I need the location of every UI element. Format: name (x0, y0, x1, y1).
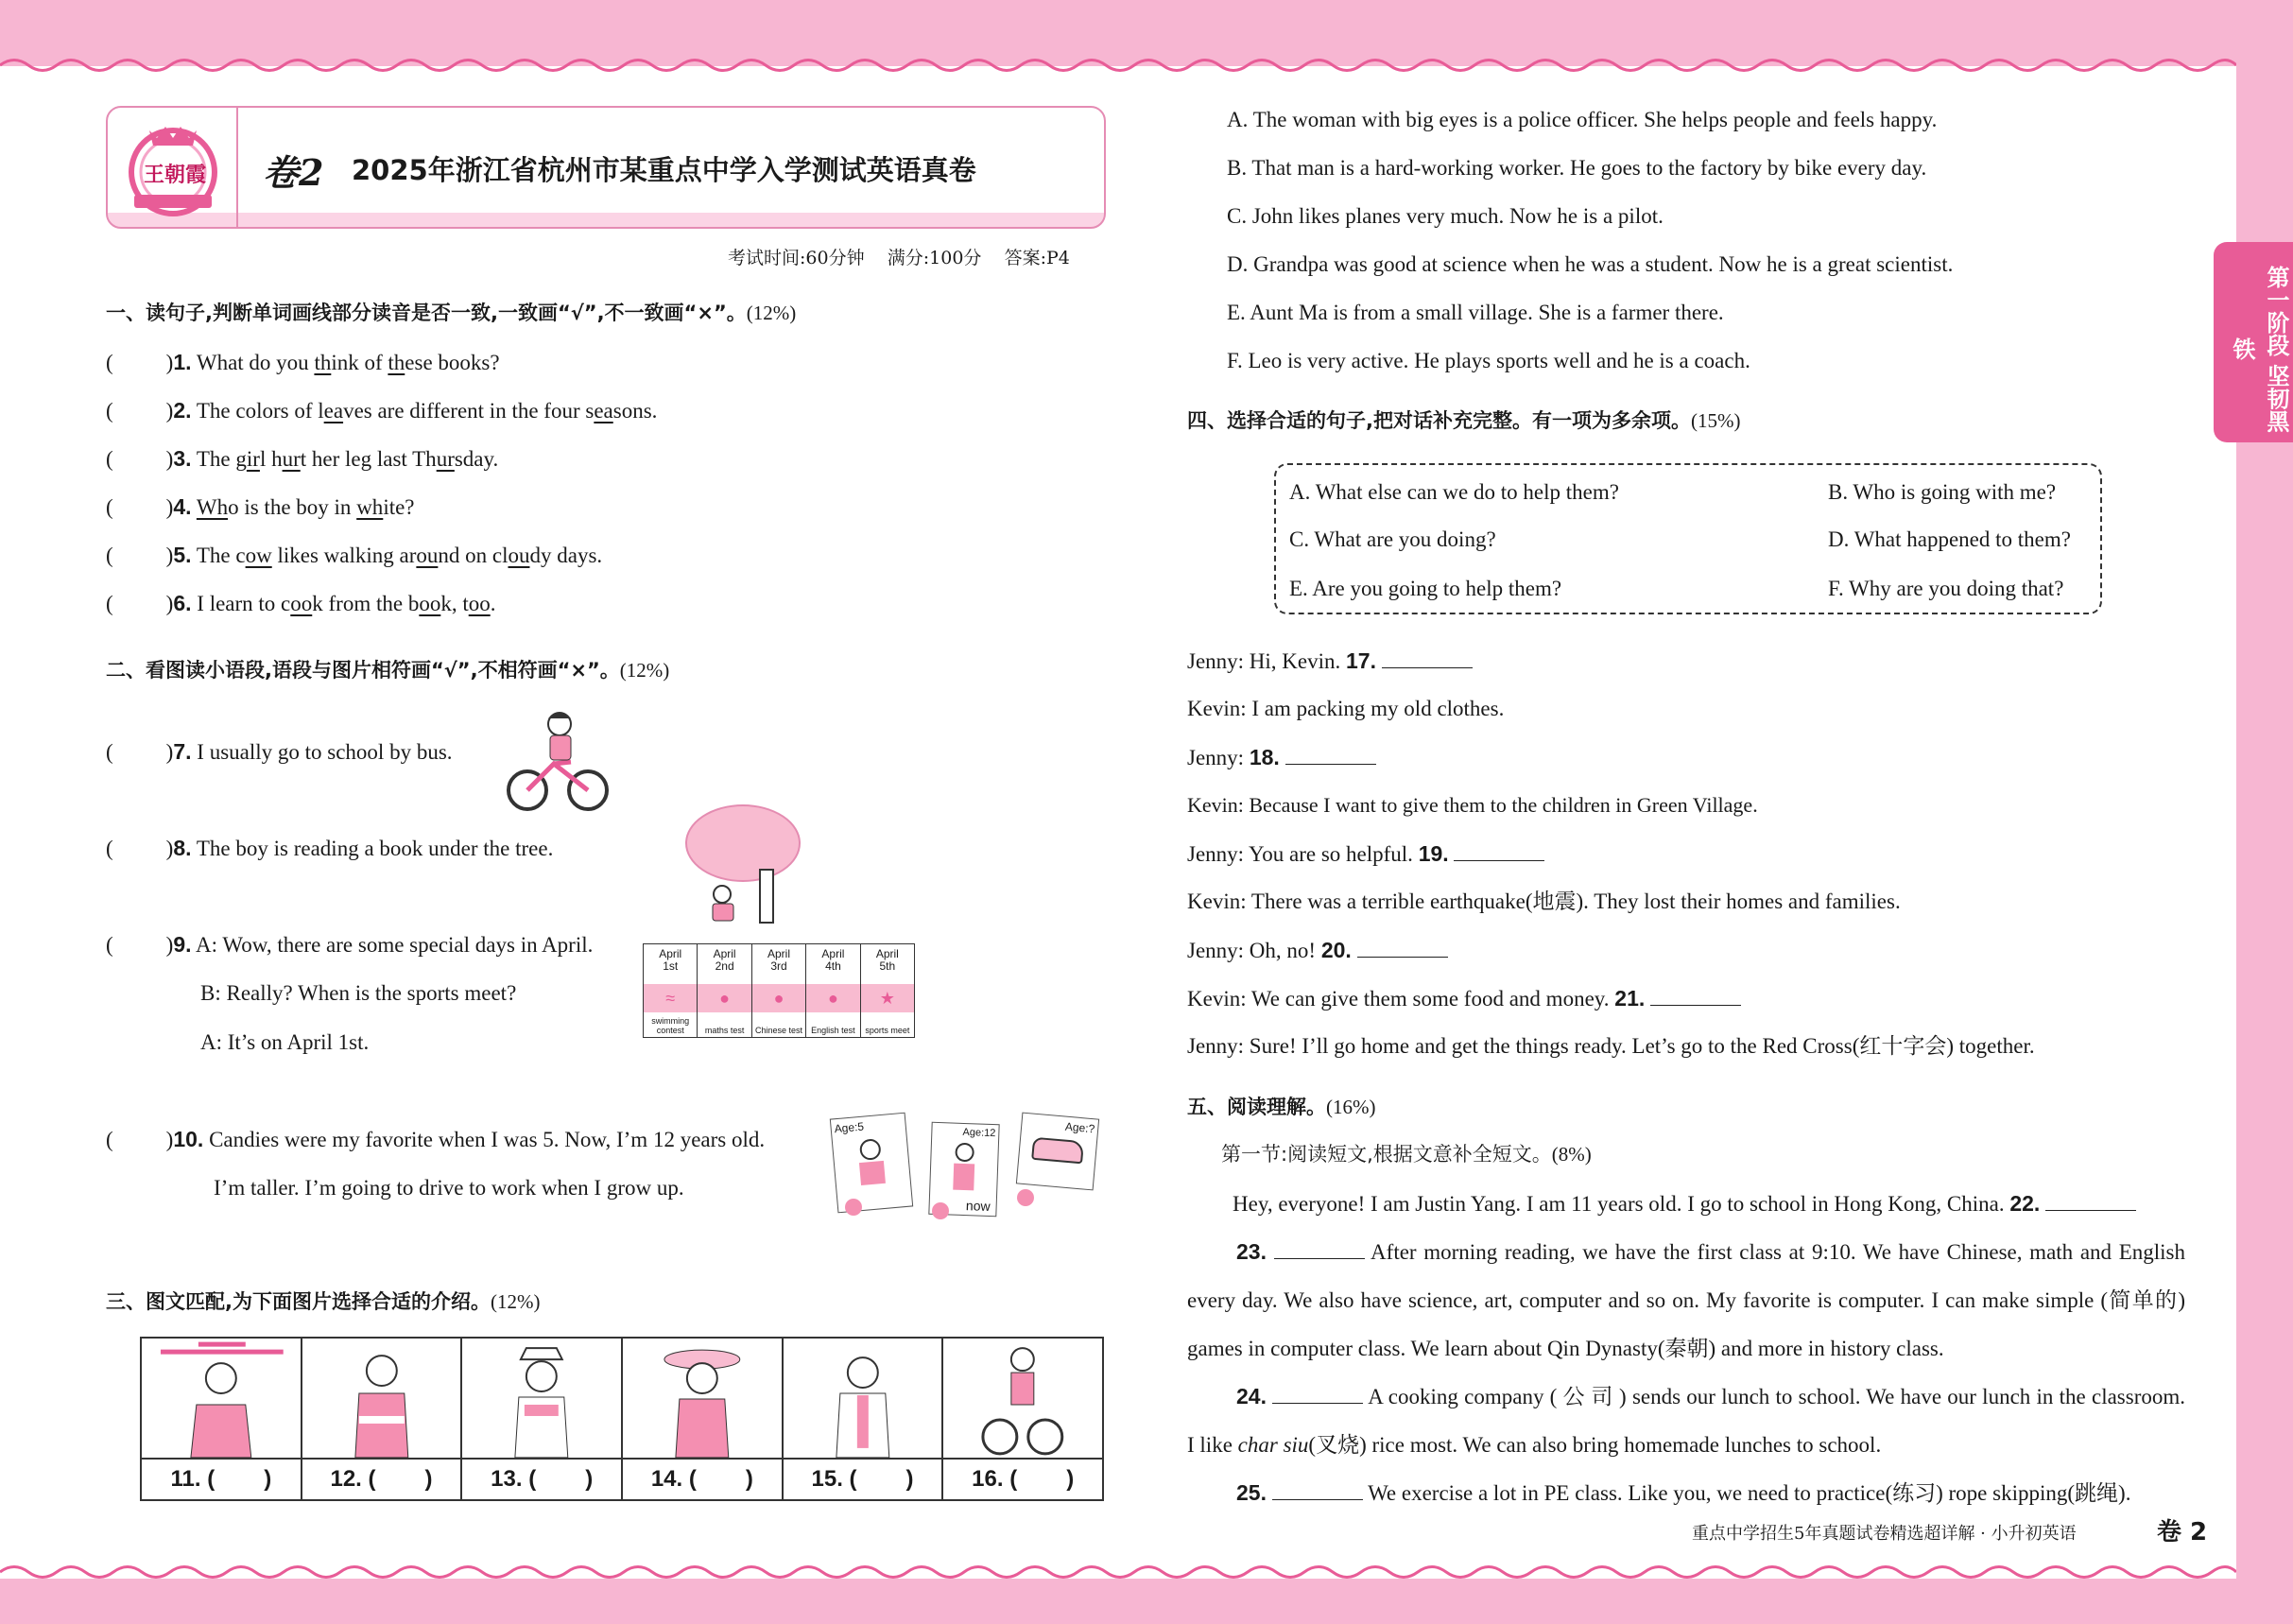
dialogue-option-e: E. Are you going to help them? (1289, 577, 1562, 600)
calendar-event: English test (811, 1026, 855, 1035)
section3-pct: (12%) (490, 1290, 541, 1313)
calendar-date: April 2nd (713, 947, 736, 973)
section5-title (1187, 1093, 1375, 1121)
meta-answer: 答案:P4 (1004, 248, 1070, 268)
section3-title (106, 1287, 540, 1316)
swim-icon: ≈ (644, 984, 697, 1012)
age5-label: Age:5 (834, 1119, 865, 1136)
answer-blank-17[interactable] (1382, 648, 1473, 668)
dialogue-text: Jenny: (1187, 746, 1250, 769)
dialogue-line-8 (1187, 984, 1741, 1013)
q9-line2: B: Really? When is the sports meet? (200, 981, 517, 1005)
answer-blank-20[interactable] (1357, 937, 1448, 958)
age-future-label: Age:? (1064, 1119, 1095, 1136)
sports-icon: ★ (861, 984, 914, 1012)
brand-logo (121, 117, 225, 221)
question-10: ( )10. Candies were my favorite when I was 5. Now, I’m 12 years old. (106, 1127, 766, 1151)
match-option-c: C. John likes planes very much. Now he is a pilot. (1227, 204, 1664, 228)
q9-line3: A: It’s on April 1st. (200, 1030, 370, 1054)
maths-icon: ● (698, 984, 750, 1012)
q8-num: 8. (173, 836, 192, 860)
bottom-wave-border (0, 1562, 2236, 1582)
calendar-day (806, 944, 860, 1037)
match-label-12-text: 12. ( (330, 1466, 376, 1492)
dialogue-line-4: Kevin: Because I want to give them to the children in Green Village. (1187, 793, 1758, 817)
match-option-b: B. That man is a hard-working worker. He goes to the factory by bike every day. (1227, 156, 1927, 180)
part1-pct: (8%) (1551, 1143, 1592, 1166)
dialogue-text: Jenny: Oh, no! (1187, 939, 1321, 962)
paper-number: 卷2 (263, 151, 324, 194)
future-card (1016, 1113, 1099, 1191)
passage-para-2 (1187, 1228, 2185, 1373)
passage-para-3 (1187, 1373, 2185, 1469)
paper-header (106, 106, 1106, 229)
calendar-event: maths test (704, 1026, 745, 1035)
question-8: ( )8. The boy is reading a book under the tree. (106, 836, 554, 860)
q9-num: 9. (173, 932, 192, 957)
logo-text: 王朝霞 (144, 164, 207, 187)
boy-body-icon (953, 1164, 974, 1191)
top-wave-border (0, 55, 2236, 76)
section1-pct: (12%) (746, 302, 797, 324)
dialogue-option-d: D. What happened to them? (1828, 527, 2071, 551)
match-label-16-text: 16. ( (972, 1466, 1018, 1492)
match-option-e: E. Aunt Ma is from a small village. She is a farmer there. (1227, 301, 1724, 324)
english-icon: ● (806, 984, 859, 1012)
calendar-event: sports meet (865, 1026, 910, 1035)
footer-page: 卷 2 (2157, 1518, 2208, 1546)
dialogue-line-6: Kevin: There was a terrible earthquake(地震). They lost their homes and families. (1187, 890, 1901, 913)
match-label-11: 11. ( ) (142, 1458, 301, 1499)
farmer-icon (623, 1339, 782, 1460)
calendar-date: April 3rd (767, 947, 791, 973)
p1-text: Hey, everyone! I am Justin Yang. I am 11 years old. I go to school in Hong Kong, China. (1233, 1192, 2010, 1216)
answer-blank-22[interactable] (2045, 1190, 2136, 1211)
match-option-f: F. Leo is very active. He plays sports well and he is a coach. (1227, 349, 1750, 372)
part1-title-text: 第一节:阅读短文,根据文意补全短文。 (1221, 1143, 1552, 1166)
answer-blank-24[interactable] (1272, 1383, 1363, 1404)
answer-blank-19[interactable] (1454, 840, 1544, 861)
answer-blank-23[interactable] (1274, 1238, 1365, 1259)
section5-title-text: 五、阅读理解。 (1187, 1096, 1326, 1118)
p3-italic: char siu (1237, 1433, 1309, 1457)
passage-para-1 (1233, 1189, 2136, 1218)
dialogue-line-9: Jenny: Sure! I’ll go home and get the things ready. Let’s go to the Red Cross(红十字会) together. (1187, 1034, 2035, 1058)
calendar-day (861, 944, 914, 1037)
q2-num: 2. (173, 398, 192, 423)
answer-blank-25[interactable] (1272, 1479, 1363, 1500)
p3-text-b: (叉烧) rice most. We can also bring homemade lunches to school. (1308, 1433, 1882, 1457)
q7-text: I usually go to school by bus. (197, 740, 453, 764)
q10-num: 10. (173, 1127, 204, 1151)
blank-num-25: 25. (1236, 1480, 1267, 1505)
calendar-day (752, 944, 806, 1037)
pilot-icon (142, 1339, 301, 1460)
header-divider (236, 108, 238, 227)
answer-blank-21[interactable] (1650, 985, 1741, 1006)
match-label-14: 14. ( ) (623, 1458, 782, 1499)
boy-cycling-icon (507, 707, 611, 813)
question-6: ( )6. I learn to cook from the book, too. (106, 591, 496, 615)
paper-title: 2025年浙江省杭州市某重点中学入学测试英语真卷 (352, 154, 976, 186)
blank-num-24: 24. (1236, 1384, 1267, 1408)
stage-side-tab: 第一阶段 坚韧黑铁 (2214, 242, 2293, 442)
chinese-icon: ● (752, 984, 805, 1012)
smiley-icon (932, 1202, 949, 1219)
age5-card (830, 1113, 913, 1214)
match-option-a: A. The woman with big eyes is a police officer. She helps people and feels happy. (1227, 108, 1938, 131)
question-5: ( )5. The cow likes walking around on cloudy days. (106, 543, 603, 567)
section1-title (106, 299, 796, 327)
age-pictures (834, 1115, 1098, 1219)
smiley-icon (845, 1199, 862, 1216)
calendar-day (698, 944, 751, 1037)
dialogue-line-1 (1187, 647, 1473, 676)
match-label-13: 13. ( ) (462, 1458, 621, 1499)
question-3: ( )3. The girl hurt her leg last Thursday. (106, 446, 499, 471)
blank-num-21: 21. (1614, 986, 1646, 1011)
match-option-d: D. Grandpa was good at science when he was a student. Now he is a great scientist. (1227, 252, 1954, 276)
dialogue-text: Jenny: You are so helpful. (1187, 842, 1419, 866)
section1-title-text: 一、读句子,判断单词画线部分读音是否一致,一致画“√”,不一致画“×”。 (106, 302, 747, 324)
boy-icon (955, 1143, 974, 1163)
dialogue-line-5 (1187, 839, 1544, 869)
match-label-15-text: 15. ( (811, 1466, 857, 1492)
calendar-date: April 1st (659, 947, 682, 973)
q4-num: 4. (173, 494, 192, 519)
coach-icon (302, 1339, 461, 1460)
calendar-day (644, 944, 698, 1037)
smiley-icon (1017, 1189, 1034, 1206)
q10-line1: Candies were my favorite when I was 5. Now, I’m 12 years old. (209, 1128, 766, 1151)
section4-title-text: 四、选择合适的句子,把对话补充完整。有一项为多余项。 (1187, 409, 1691, 432)
match-label-12: 12. ( ) (302, 1458, 461, 1499)
dialogue-option-a: A. What else can we do to help them? (1289, 480, 1619, 504)
match-label-15: 15. ( ) (784, 1458, 942, 1499)
dialogue-line-7 (1187, 936, 1448, 965)
section4-title (1187, 406, 1740, 435)
april-calendar-table (643, 943, 915, 1038)
answer-blank-18[interactable] (1285, 744, 1376, 765)
match-label-16: 16. ( ) (943, 1458, 1102, 1499)
meta-score: 满分:100分 (887, 248, 982, 268)
section2-title (106, 656, 669, 684)
calendar-date: April 4th (821, 947, 845, 973)
picture-cell-16 (943, 1339, 1102, 1499)
dialogue-line-3 (1187, 743, 1376, 772)
question-2: ( )2. The colors of leaves are different in the four seasons. (106, 398, 658, 423)
scientist-icon (784, 1339, 942, 1460)
p4-text: We exercise a lot in PE class. Like you, we need to practice(练习) rope skipping(跳绳). (1362, 1481, 2131, 1505)
boy-under-tree-icon (681, 803, 803, 926)
dialogue-option-b: B. Who is going with me? (1828, 480, 2057, 504)
part1-title (1221, 1140, 1592, 1168)
q7-num: 7. (173, 739, 192, 764)
police-officer-icon (462, 1339, 621, 1460)
picture-cell-14 (623, 1339, 784, 1499)
picture-cell-11 (142, 1339, 302, 1499)
picture-match-grid (140, 1337, 1104, 1501)
meta-time: 考试时间:60分钟 (728, 248, 865, 268)
dialogue-option-c: C. What are you doing? (1289, 527, 1496, 551)
section3-title-text: 三、图文匹配,为下面图片选择合适的介绍。 (106, 1290, 491, 1313)
q9-line1: A: Wow, there are some special days in April. (196, 933, 594, 957)
calendar-event: Chinese test (755, 1026, 803, 1035)
dialogue-text: Jenny: Hi, Kevin. (1187, 649, 1347, 673)
age12-label: Age:12 (962, 1126, 996, 1140)
footer-text: 重点中学招生5年真题试卷精选超详解 · 小升初英语 (1692, 1524, 2077, 1544)
picture-cell-15 (784, 1339, 944, 1499)
child-body-icon (859, 1161, 886, 1185)
blank-num-19: 19. (1418, 841, 1449, 866)
q5-num: 5. (173, 543, 192, 567)
dialogue-option-f: F. Why are you doing that? (1828, 577, 2064, 600)
q8-text: The boy is reading a book under the tree. (196, 837, 554, 860)
section2-pct: (12%) (619, 659, 670, 682)
section4-pct: (15%) (1690, 409, 1741, 432)
q10-line2: I’m taller. I’m going to drive to work when I grow up. (214, 1176, 684, 1200)
q6-num: 6. (173, 591, 192, 615)
question-4: ( )4. Who is the boy in white? (106, 494, 415, 519)
calendar-date: April 5th (875, 947, 899, 973)
picture-cell-13 (462, 1339, 623, 1499)
blank-num-23: 23. (1236, 1239, 1267, 1264)
p3-text-a: A cooking company ( 公 司 ) sends our lunch to school. We have our lunch in the classroom. I like (1187, 1385, 2186, 1457)
blank-num-20: 20. (1320, 938, 1352, 962)
child-icon (859, 1138, 882, 1161)
question-1: ( )1. What do you think of these books? (106, 350, 500, 374)
q3-num: 3. (173, 446, 192, 471)
dialogue-options-box (1274, 463, 2102, 614)
car-icon (1031, 1137, 1084, 1165)
p2-text: After morning reading, we have the first class at 9:10. We have Chinese, math and English every day. We also have science, art, computer and so on. My favorite is computer. I can make simple (简单的) games in computer class. We learn about Qin Dynasty(秦朝) and more in history class. (1187, 1240, 2185, 1360)
calendar-event: swimming contest (651, 1016, 690, 1035)
section5-pct: (16%) (1326, 1096, 1376, 1118)
match-label-11-text: 11. ( (170, 1466, 216, 1492)
blank-num-17: 17. (1346, 648, 1376, 673)
section2-title-text: 二、看图读小语段,语段与图片相符画“√”,不相符画“×”。 (106, 659, 620, 682)
question-7: ( )7. I usually go to school by bus. (106, 739, 453, 764)
exam-meta (728, 244, 1070, 269)
picture-cell-12 (302, 1339, 463, 1499)
passage-para-4 (1187, 1469, 2185, 1517)
match-label-14-text: 14. ( (650, 1466, 697, 1492)
worker-on-bike-icon (943, 1339, 1102, 1460)
dialogue-text: Kevin: We can give them some food and money. (1187, 987, 1615, 1011)
question-9: ( )9. A: Wow, there are some special days in April. (106, 932, 594, 957)
dialogue-line-2: Kevin: I am packing my old clothes. (1187, 697, 1505, 720)
now-label: now (965, 1198, 991, 1214)
blank-num-22: 22. (2009, 1191, 2041, 1216)
match-label-13-text: 13. ( (491, 1466, 537, 1492)
q1-num: 1. (173, 350, 192, 374)
blank-num-18: 18. (1249, 745, 1280, 769)
